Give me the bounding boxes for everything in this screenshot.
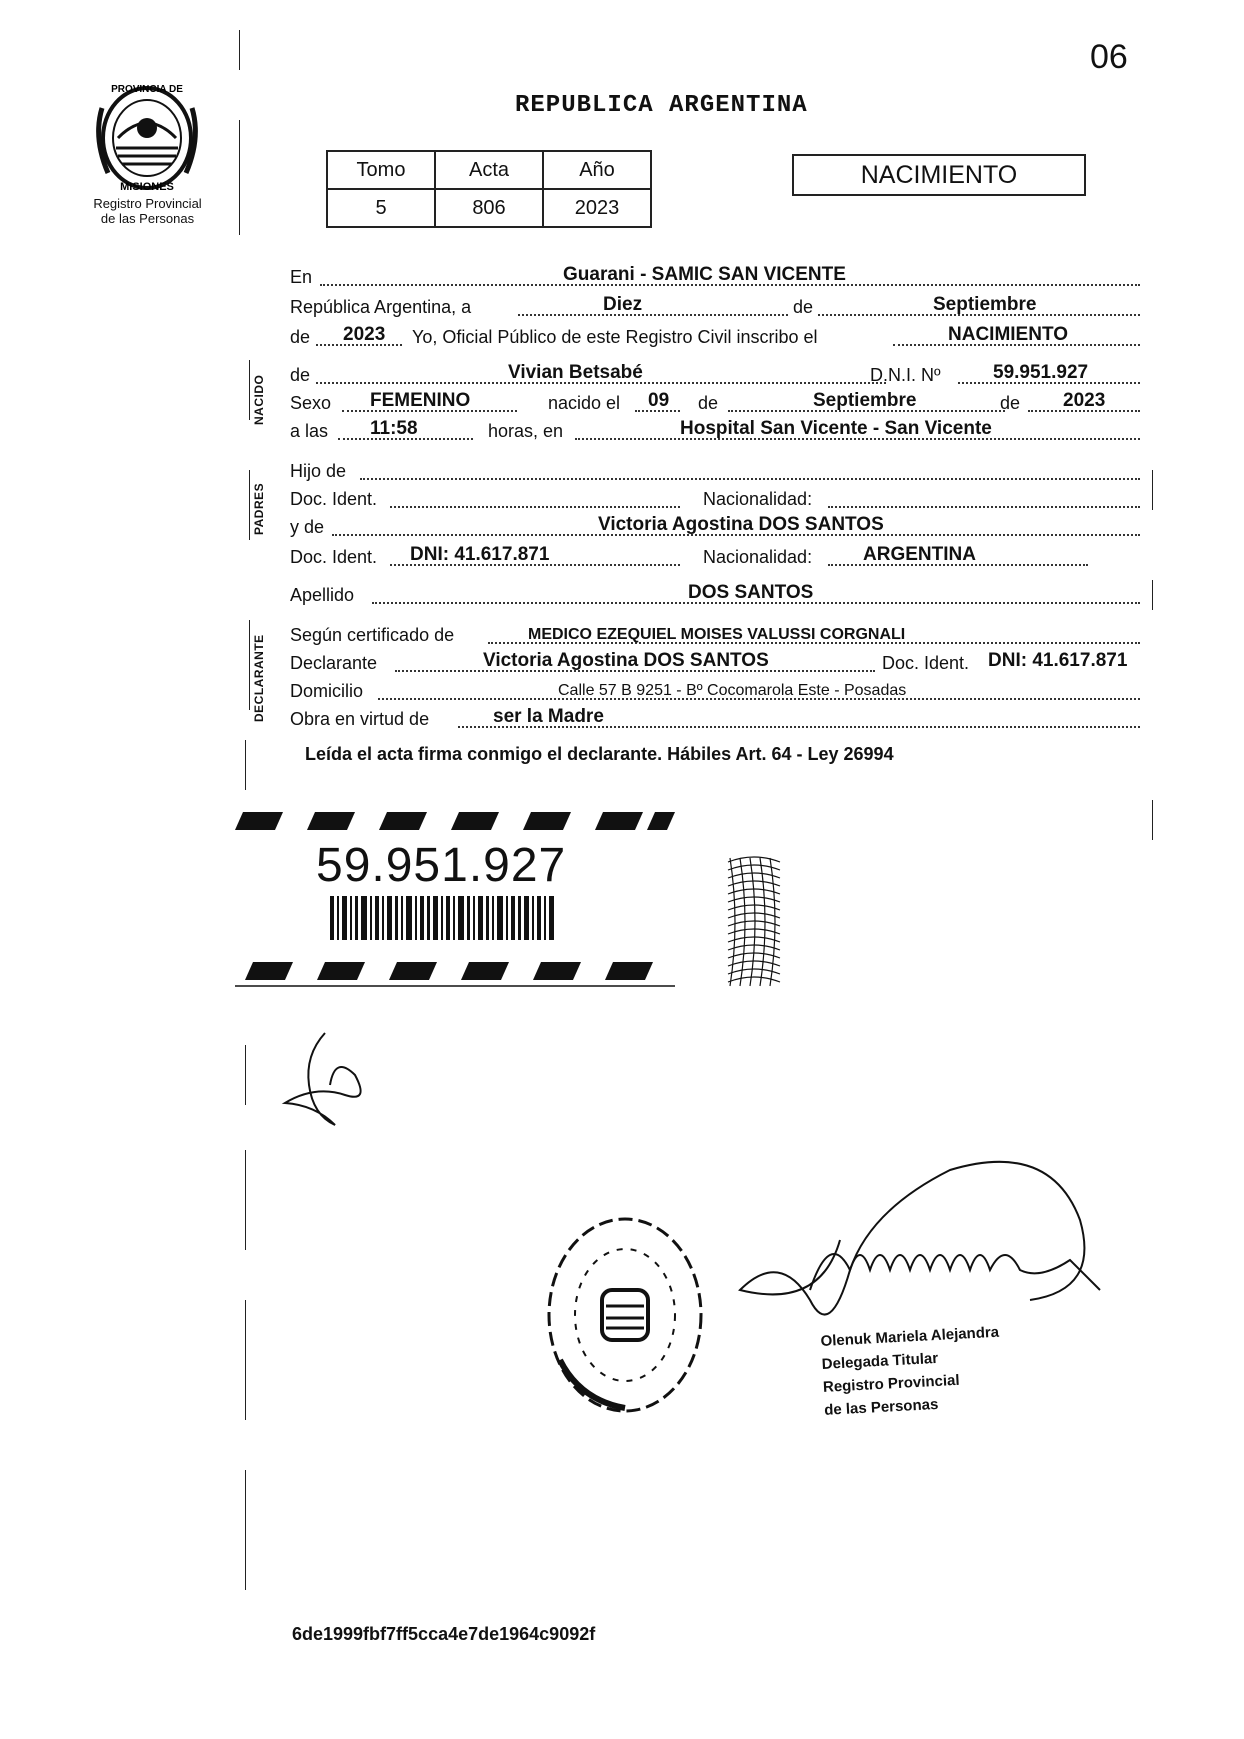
margin-line — [249, 360, 250, 420]
label-certificado: Según certificado de — [290, 625, 455, 645]
value-birth-month: Septiembre — [813, 390, 917, 411]
margin-line — [1152, 800, 1153, 840]
value-anio: 2023 — [543, 189, 651, 227]
row-sexo — [290, 388, 1140, 416]
value-birth-day: 09 — [648, 390, 670, 411]
row-declarante — [290, 648, 1140, 676]
row-madre-doc — [290, 542, 1140, 570]
margin-line — [1152, 470, 1153, 510]
row-nombre — [290, 360, 1140, 388]
signature-block — [820, 1321, 1003, 1422]
value-day: Diez — [603, 294, 643, 315]
value-acto: NACIMIENTO — [948, 324, 1068, 345]
value-sexo: FEMENINO — [370, 390, 471, 411]
barcode — [330, 896, 560, 945]
row-certificado — [290, 620, 1140, 648]
page-title: REPUBLICA ARGENTINA — [515, 92, 808, 119]
value-declarante-doc: DNI: 41.617.871 — [988, 650, 1128, 671]
acta-reference-table — [326, 150, 652, 228]
label-de: de — [290, 327, 311, 347]
value-tomo: 5 — [327, 189, 435, 227]
label-nacionalidad: Nacionalidad: — [703, 489, 813, 509]
security-pattern-bottom — [235, 958, 675, 993]
signer-office-1: Registro Provincial — [822, 1371, 960, 1396]
value-month: Septiembre — [933, 294, 1037, 315]
margin-line — [245, 1470, 246, 1590]
label-obra: Obra en virtud de — [290, 709, 430, 729]
label-de: de — [698, 393, 719, 413]
label-declarante-doc: Doc. Ident. — [882, 653, 970, 673]
margin-line — [1152, 580, 1153, 610]
label-declarante: Declarante — [290, 653, 378, 673]
label-sexo: Sexo — [290, 393, 332, 413]
row-hijo — [290, 456, 1140, 484]
header-acta: Acta — [435, 151, 543, 189]
margin-line — [249, 470, 250, 540]
label-hijo: Hijo de — [290, 461, 347, 481]
value-declarante: Victoria Agostina DOS SANTOS — [483, 650, 769, 671]
svg-text:PROVINCIA DE: PROVINCIA DE — [111, 84, 183, 95]
row-padre-doc — [290, 484, 1140, 512]
value-acta: 806 — [435, 189, 543, 227]
margin-line — [239, 30, 240, 70]
label-en: En — [290, 267, 313, 287]
row-hora — [290, 416, 1140, 444]
value-madre-nac: ARGENTINA — [863, 544, 976, 565]
value-en: Guarani - SAMIC SAN VICENTE — [563, 264, 846, 285]
row-apellido — [290, 580, 1140, 608]
page-number: 06 — [1090, 38, 1128, 76]
row-fecha — [290, 292, 1140, 320]
value-dni: 59.951.927 — [993, 362, 1089, 383]
closing-text: Leída el acta firma conmigo el declarante. Hábiles Art. 64 - Ley 26994 — [305, 744, 894, 764]
margin-line — [239, 120, 240, 235]
value-time: 11:58 — [370, 418, 418, 439]
svg-text:MISIONES: MISIONES — [120, 181, 174, 193]
security-pattern-top — [235, 808, 675, 839]
label-republica: República Argentina, a — [290, 297, 472, 317]
signer-name: Olenuk Mariela Alejandra — [820, 1323, 1000, 1350]
provincial-seal-logo — [88, 78, 206, 201]
logo-caption: Registro Provincial de las Personas — [93, 196, 202, 226]
value-birth-year: 2023 — [1063, 390, 1106, 411]
margin-line — [245, 1150, 246, 1250]
margin-line — [245, 1300, 246, 1420]
label-nacido: nacido el — [548, 393, 621, 413]
label-doc-ident: Doc. Ident. — [290, 547, 378, 567]
stamp-dni-number: 59.951.927 — [316, 839, 567, 892]
label-de: de — [1000, 393, 1021, 413]
value-certificado: MEDICO EZEQUIEL MOISES VALUSSI CORGNALI — [528, 626, 906, 643]
signer-role: Delegada Titular — [821, 1349, 939, 1373]
declarant-signature — [275, 1025, 375, 1140]
label-yo: Yo, Oficial Público de este Registro Civil inscribo el — [412, 327, 818, 347]
value-apellido: DOS SANTOS — [688, 582, 814, 603]
label-de: de — [793, 297, 814, 317]
value-year: 2023 — [343, 324, 386, 345]
label-apellido: Apellido — [290, 585, 355, 605]
label-de: de — [290, 365, 311, 385]
label-dni: D.N.I. Nº — [870, 365, 941, 385]
value-domicilio: Calle 57 B 9251 - Bº Cocomarola Este - Posadas — [558, 682, 907, 699]
margin-line — [245, 1045, 246, 1105]
row-madre — [290, 512, 1140, 540]
label-domicilio: Domicilio — [290, 681, 364, 701]
signer-office-2: de las Personas — [823, 1395, 939, 1419]
row-en — [290, 262, 1140, 290]
hologram-security-mark — [726, 856, 782, 993]
side-label-padres: PADRES — [252, 482, 266, 535]
label-horas: horas, en — [488, 421, 564, 441]
label-doc-ident: Doc. Ident. — [290, 489, 378, 509]
value-place: Hospital San Vicente - San Vicente — [680, 418, 992, 439]
document-hash: 6de1999fbf7ff5cca4e7de1964c9092f — [292, 1624, 596, 1644]
row-obra — [290, 704, 1140, 732]
document-type-box: NACIMIENTO — [792, 154, 1086, 196]
side-label-nacido: NACIDO — [252, 374, 266, 425]
header-anio: Año — [543, 151, 651, 189]
label-nacionalidad: Nacionalidad: — [703, 547, 813, 567]
margin-line — [249, 620, 250, 710]
margin-line — [245, 740, 246, 790]
row-anio — [290, 322, 1140, 350]
value-name: Vivian Betsabé — [508, 362, 643, 383]
value-madre: Victoria Agostina DOS SANTOS — [598, 514, 884, 535]
side-label-declarante: DECLARANTE — [252, 634, 266, 722]
header-tomo: Tomo — [327, 151, 435, 189]
value-madre-doc: DNI: 41.617.871 — [410, 544, 550, 565]
official-stamp — [540, 1210, 710, 1425]
official-signature — [720, 1130, 1120, 1355]
row-domicilio — [290, 676, 1140, 704]
label-y-de: y de — [290, 517, 325, 537]
label-a-las: a las — [290, 421, 329, 441]
value-obra: ser la Madre — [493, 706, 604, 727]
